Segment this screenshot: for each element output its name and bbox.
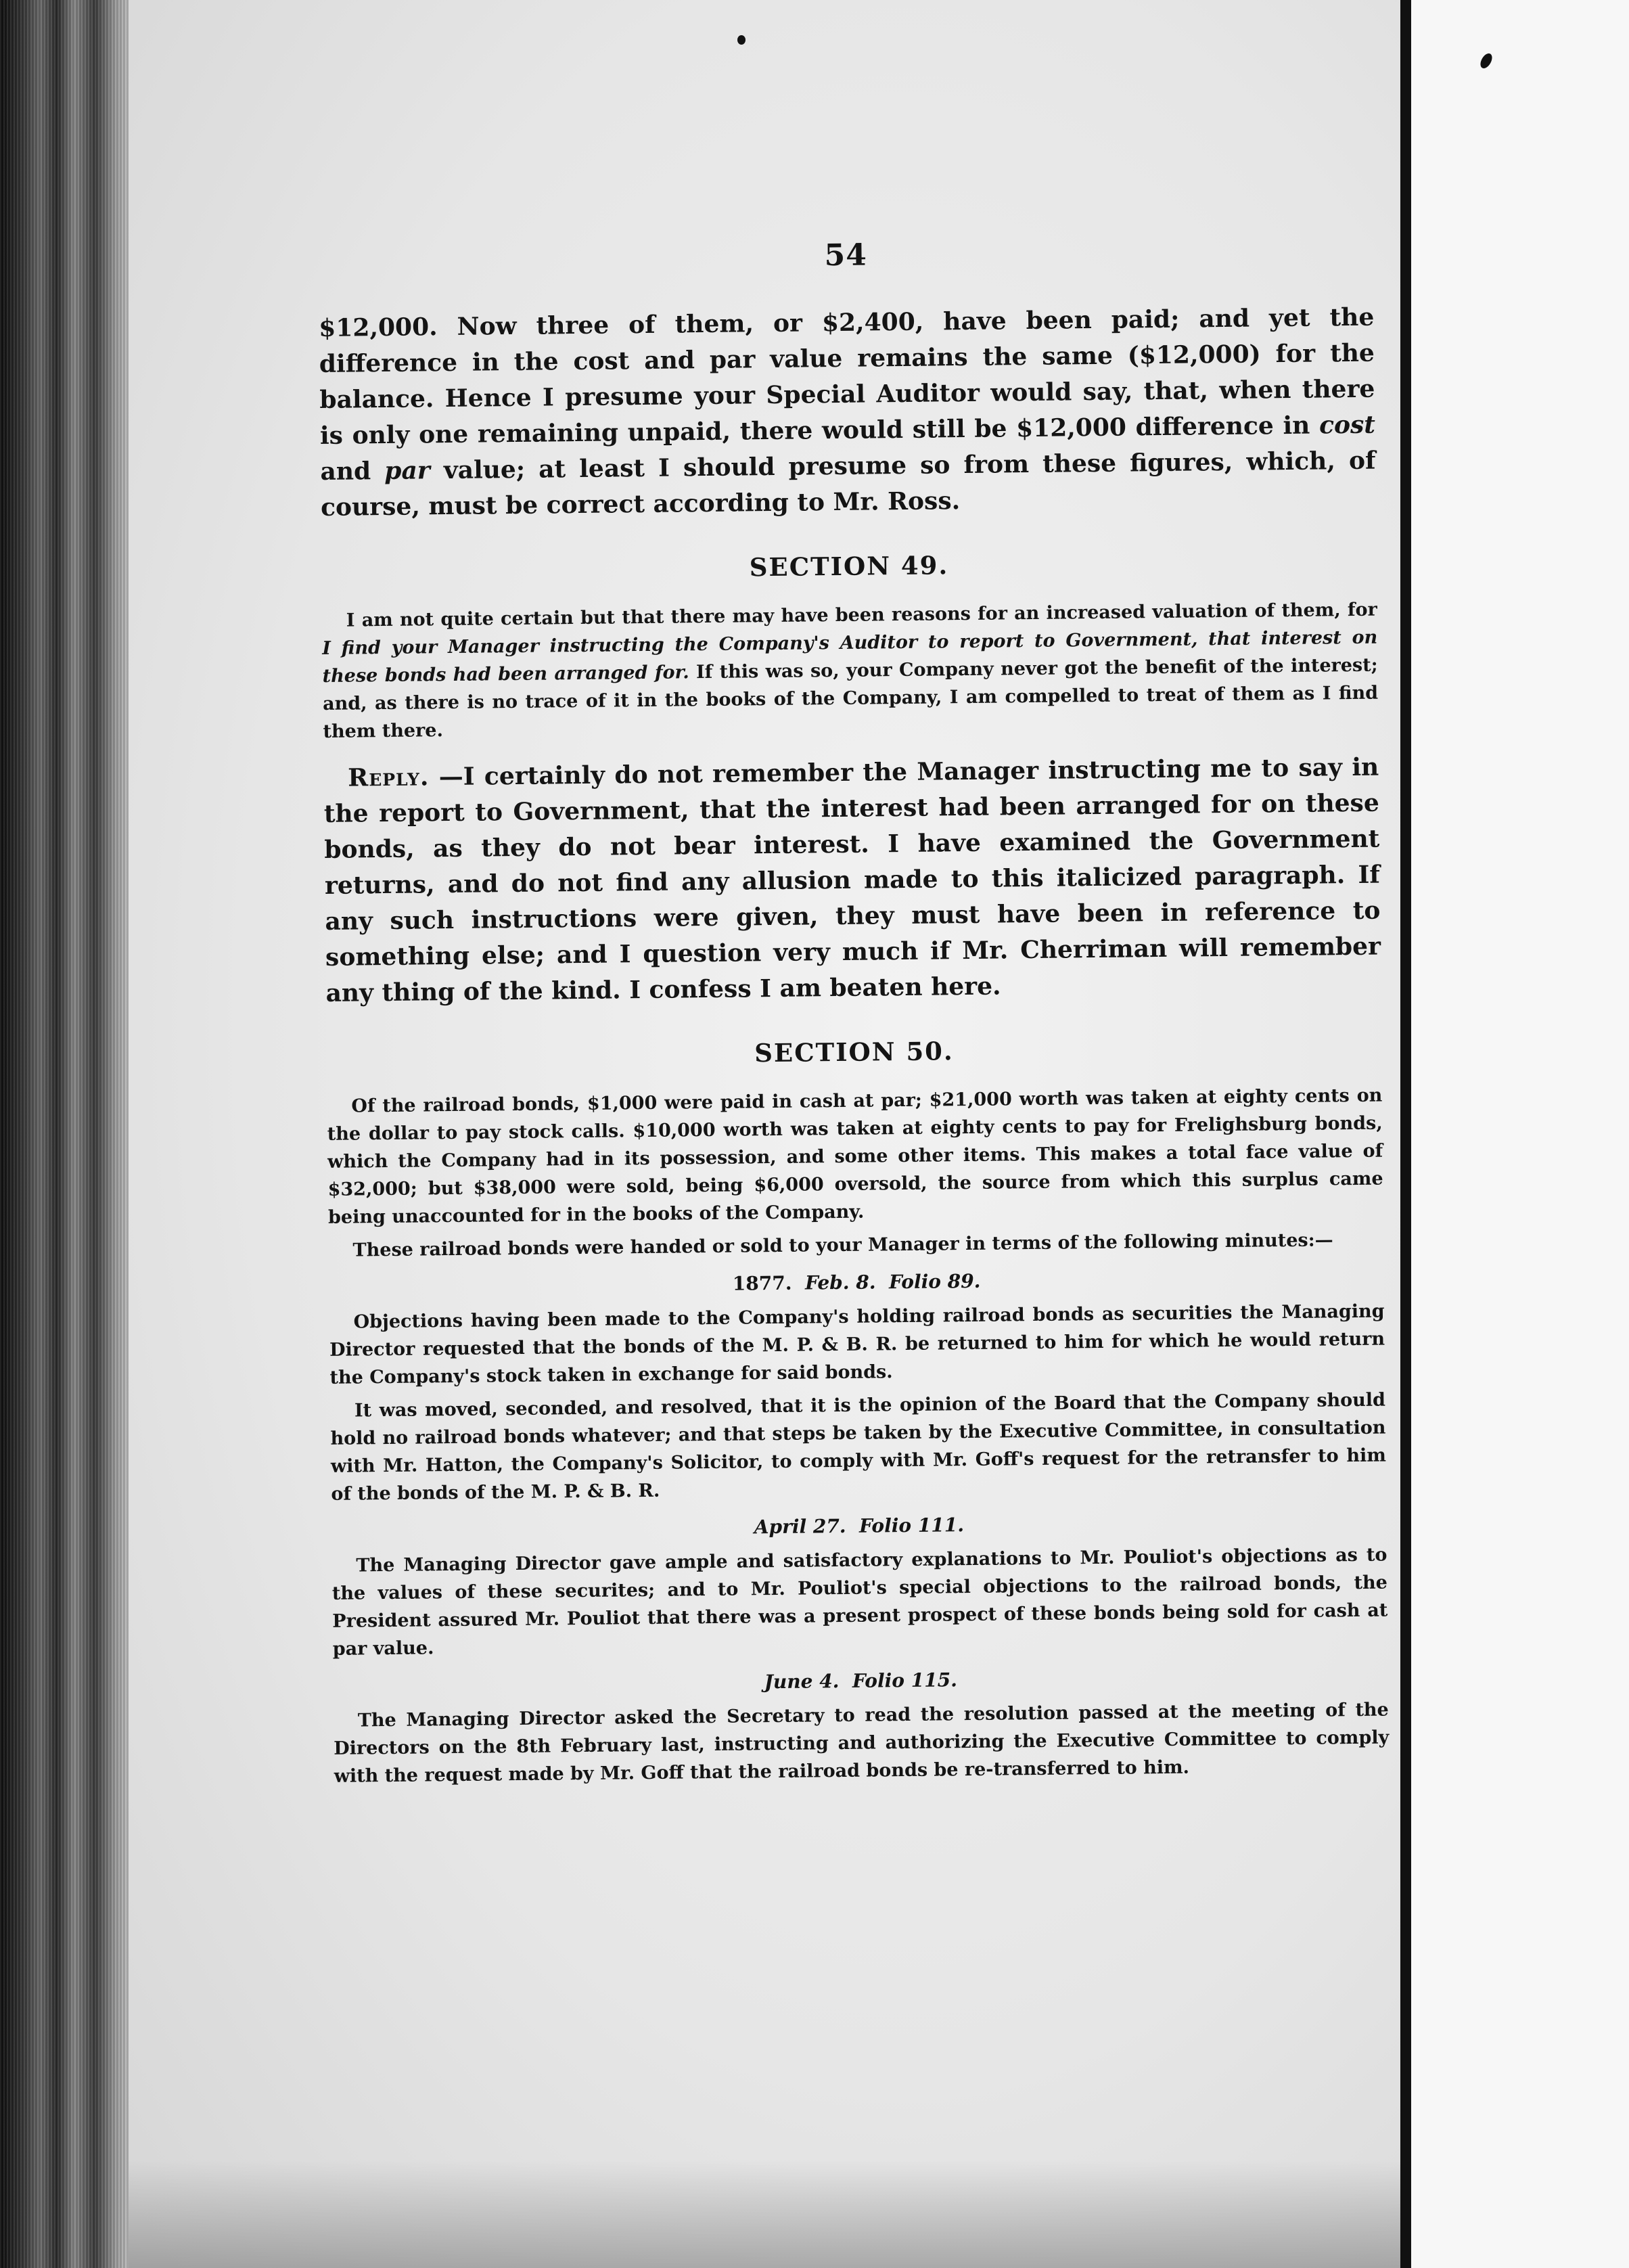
section-50-paragraph-1: Of the railroad bonds, $1,000 were paid in cash at par; $21,000 worth was taken at eighty cents on the dollar to pay stock calls. $10,000 worth was taken at eighty cents to pay for Frelighsburg bonds, which the Company had in its possession, and some other items. This makes a total face value of $32,000; but $38,000 were sold, being $6,000 oversold, the source from which this surplus came being unaccounted for in the books of the Company. <box>327 1085 1383 1228</box>
minute-3-paragraph: The Managing Director asked the Secretary to read the resolution passed at the meeting of the Directors on the 8th February last, instructing and authorizing the Executive Committee to comply with the request made by Mr. Goff that the railroad bonds be re-transferred to him. <box>334 1699 1390 1787</box>
section-49-reply: Reply. —I certainly do not remember the Manager instructing me to say in the report to Government, that the interest had been arranged for on these bonds, as they do not bear interest. I have examined the Government returns, and do not find any allusion made to this italicized paragraph. If any such instructions were given, they must have been in reference to something else; and I question very much if Mr. Cherriman will remember any thing of the kind. I confess I am beaten here. <box>323 752 1381 1007</box>
page-content <box>318 233 1390 1790</box>
minute-1-paragraph-2: It was moved, seconded, and resolved, that it is the opinion of the Board that the Company should hold no railroad bonds whatever; and that steps be taken by the Executive Committee, in consultation with Mr. Hatton, the Company's Solicitor, to comply with Mr. Goff's request for the retransfer to him of the bonds of the M. P. & B. R. <box>330 1389 1387 1505</box>
minute-3-heading: June 4. Folio 115. <box>764 1669 958 1694</box>
book-binding-edge <box>0 0 135 2268</box>
intro-paragraph: $12,000. Now three of them, or $2,400, have been paid; and yet the difference in the cost and par value remains the same ($12,000) for the balance. Hence I presume your Special Auditor would say, that, when there is only one remaining unpaid, there would still be $12,000 difference in cost and par value; at least I should presume so from these figures, which, of course, must be correct according to Mr. Ross. <box>319 302 1376 522</box>
page-number: 54 <box>824 237 868 273</box>
minute-2-paragraph: The Managing Director gave ample and satisfactory explanations to Mr. Pouliot's objections as to the values of these securites; and to Mr. Pouliot's special objections to the railroad bonds, the President assured Mr. Pouliot that there was a present prospect of these bonds being sold for cash at par value. <box>331 1544 1388 1660</box>
minute-2-heading: April 27. Folio 111. <box>754 1514 965 1539</box>
section-50-heading: SECTION 50. <box>754 1036 955 1068</box>
ink-speck <box>737 35 745 45</box>
minute-1-heading: 1877. Feb. 8. Folio 89. <box>732 1269 981 1295</box>
page-border-rule <box>1400 0 1411 2268</box>
section-50-paragraph-2: These railroad bonds were handed or sold to your Manager in terms of the following minutes:— <box>352 1229 1333 1261</box>
section-49-heading: SECTION 49. <box>749 550 949 583</box>
minute-1-paragraph-1: Objections having been made to the Company's holding railroad bonds as securities the Managing Director requested that the bonds of the M. P. & B. R. be returned to him for which he would return the Company's stock taken in exchange for said bonds. <box>329 1300 1385 1388</box>
section-49-quote: I am not quite certain but that there may have been reasons for an increased valuation of them, for I find your Manager instructing the Company's Auditor to report to Government, that interest on these bonds had been arranged for. If this was so, your Company never got the benefit of the interest; and, as there is no trace of it in the books of the Company, I am compelled to treat of them as I find them there. <box>322 599 1379 742</box>
scan-margin <box>1411 0 1629 2268</box>
